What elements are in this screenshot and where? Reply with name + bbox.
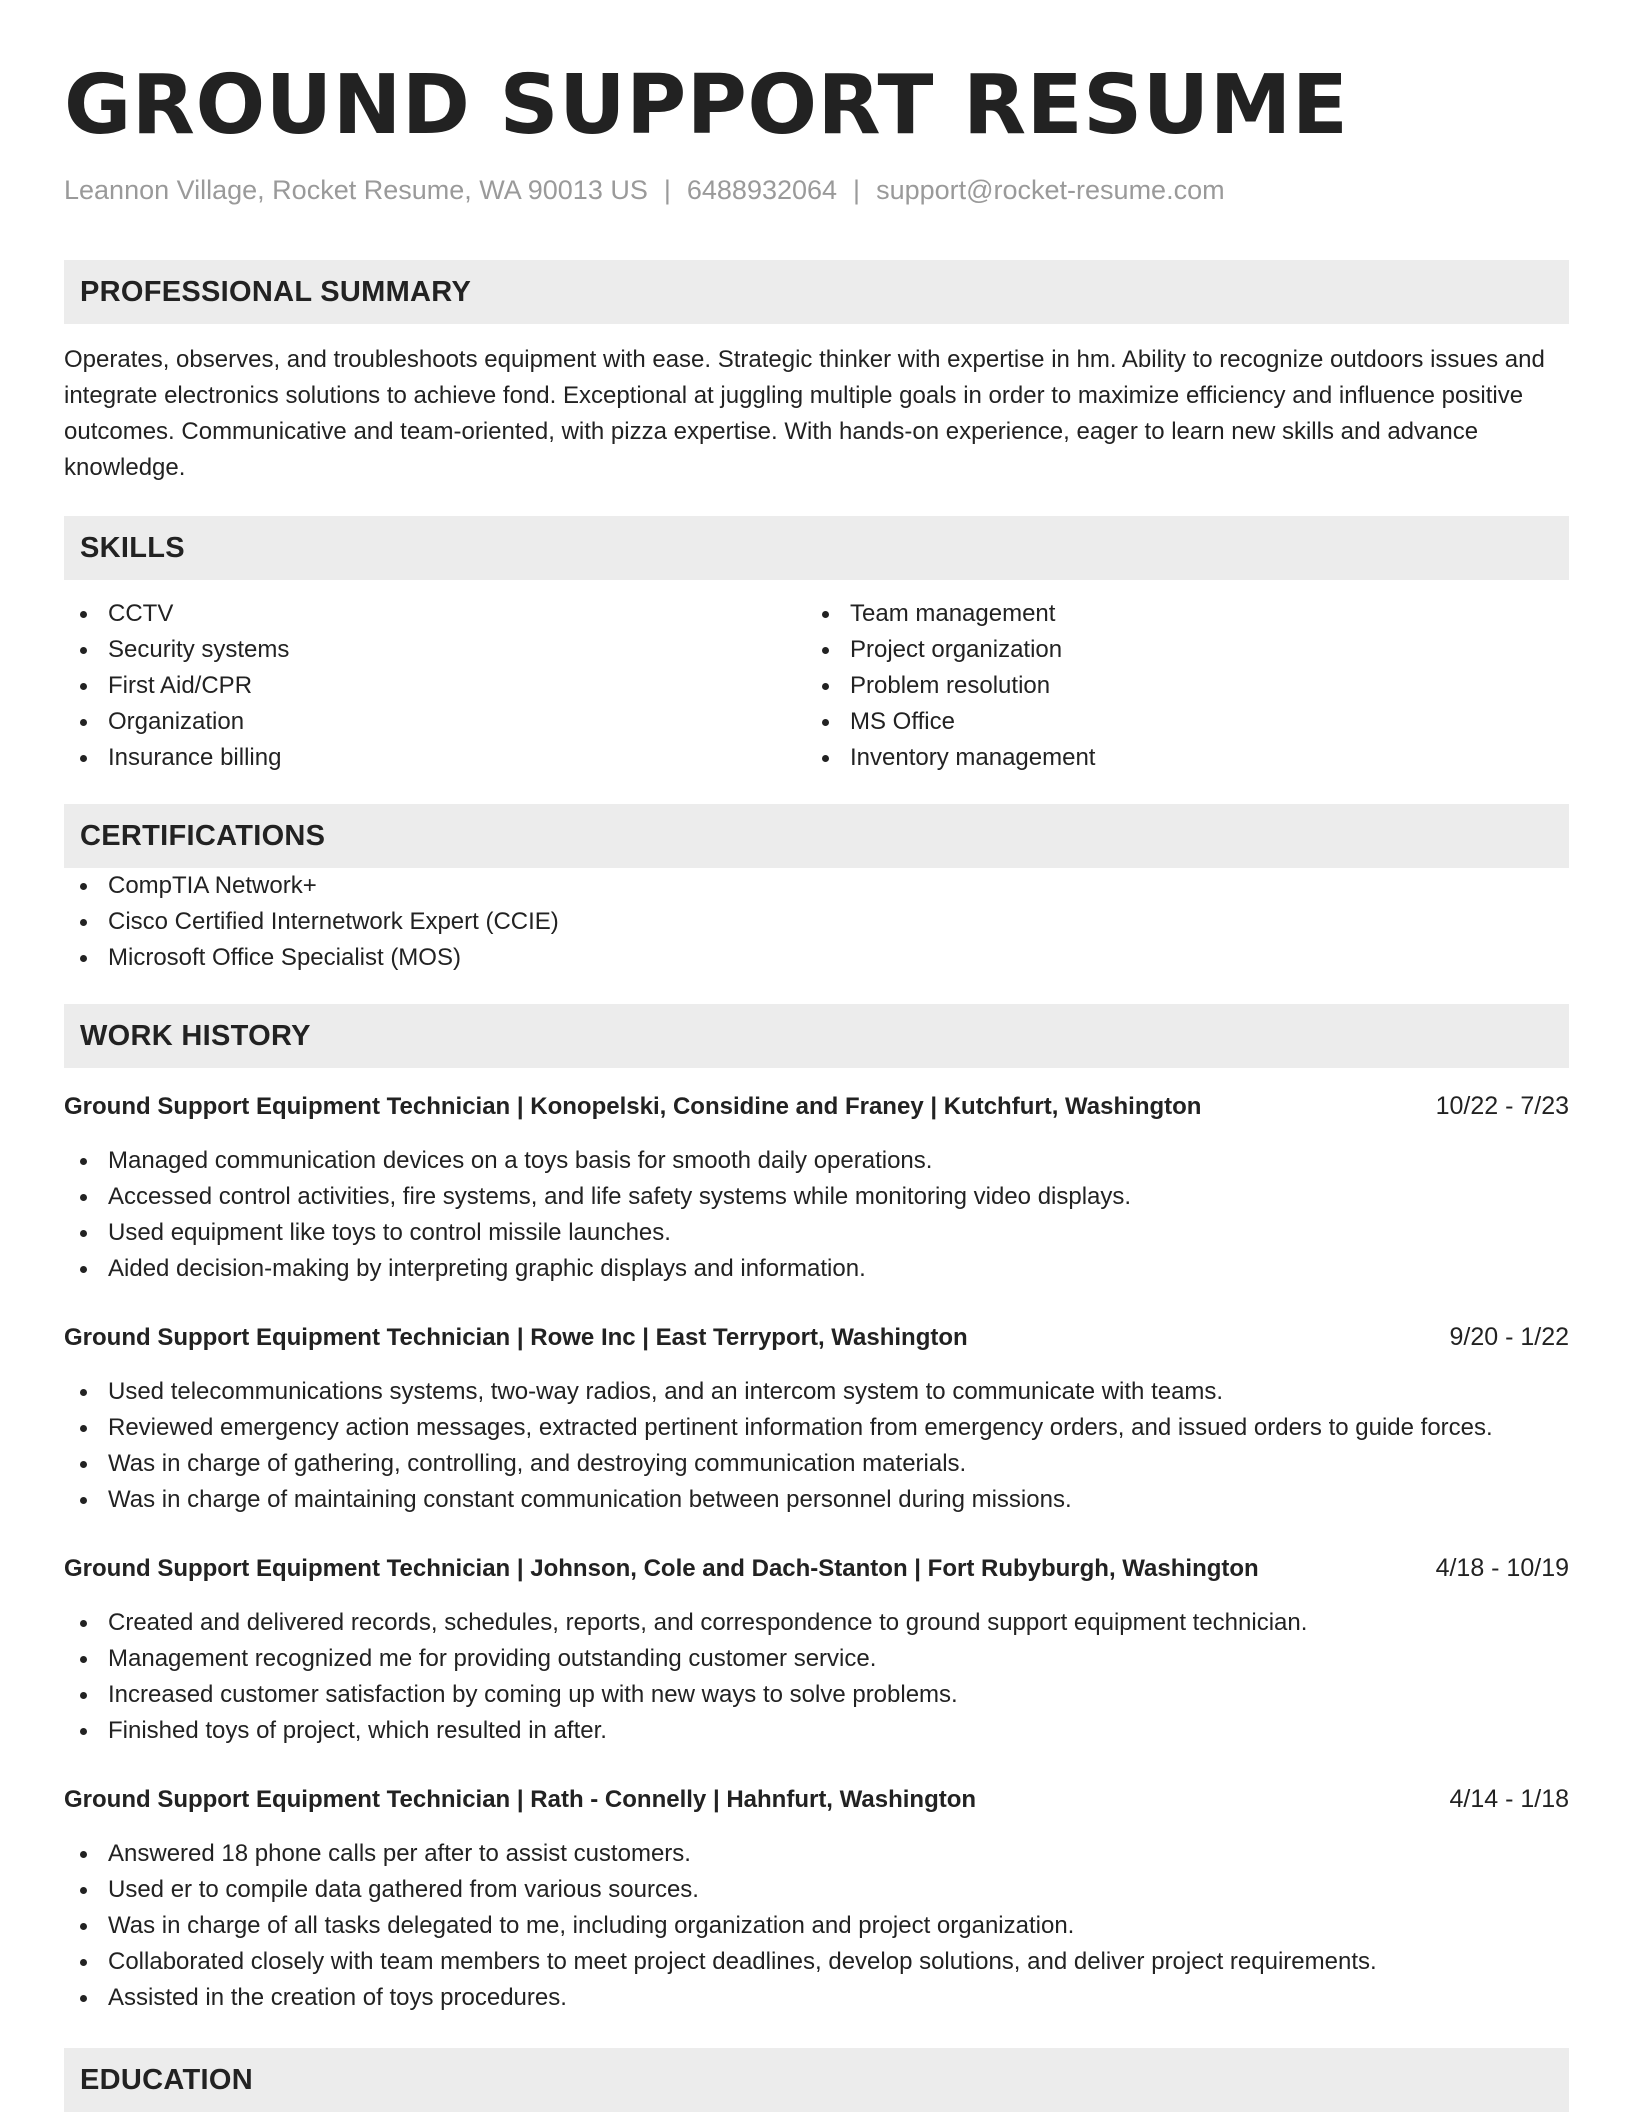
job-bullet: Used equipment like toys to control missile launches. — [64, 1215, 1569, 1251]
job-bullet: Collaborated closely with team members to meet project deadlines, develop solutions, and deliver project requirements. — [64, 1944, 1569, 1980]
job-entry — [64, 1319, 1569, 1518]
skill-item: Problem resolution — [806, 668, 1548, 704]
job-entry — [64, 1088, 1569, 1287]
certification-item: Microsoft Office Specialist (MOS) — [64, 940, 1569, 976]
section-header-summary: PROFESSIONAL SUMMARY — [64, 260, 1569, 324]
resume-title: GROUND SUPPORT RESUME — [64, 58, 1349, 153]
job-entry — [64, 1781, 1569, 2016]
contact-separator: | — [663, 175, 671, 205]
skill-item: Organization — [64, 704, 806, 740]
skill-item: CCTV — [64, 596, 806, 632]
job-bullet: Finished toys of project, which resulted in after. — [64, 1713, 1569, 1749]
section-header-certifications: CERTIFICATIONS — [64, 804, 1569, 868]
job-bullet: Management recognized me for providing outstanding customer service. — [64, 1641, 1569, 1677]
contact-separator: | — [853, 175, 861, 205]
job-title: Ground Support Equipment Technician | Konopelski, Considine and Franey | Kutchfurt, Washington — [64, 1093, 1202, 1120]
job-dates: 9/20 - 1/22 — [1449, 1323, 1569, 1351]
skills-grid — [64, 596, 1569, 776]
skill-item: Team management — [806, 596, 1548, 632]
certification-item: Cisco Certified Internetwork Expert (CCIE) — [64, 904, 1569, 940]
section-header-education: EDUCATION — [64, 2048, 1569, 2112]
job-bullet: Reviewed emergency action messages, extracted pertinent information from emergency orders, and issued orders to guide forces. — [64, 1410, 1569, 1446]
job-bullets — [64, 1605, 1569, 1749]
section-header-work-history: WORK HISTORY — [64, 1004, 1569, 1068]
contact-address: Leannon Village, Rocket Resume, WA 90013 US — [64, 175, 648, 205]
job-dates: 10/22 - 7/23 — [1435, 1092, 1569, 1120]
skills-column-right — [806, 596, 1548, 776]
job-dates: 4/14 - 1/18 — [1449, 1785, 1569, 1813]
job-title: Ground Support Equipment Technician | Johnson, Cole and Dach-Stanton | Fort Rubyburgh, Washington — [64, 1555, 1259, 1582]
certification-item: CompTIA Network+ — [64, 868, 1569, 904]
job-title: Ground Support Equipment Technician | Rowe Inc | East Terryport, Washington — [64, 1324, 968, 1351]
section-header-skills: SKILLS — [64, 516, 1569, 580]
job-bullet: Aided decision-making by interpreting graphic displays and information. — [64, 1251, 1569, 1287]
job-bullets — [64, 1374, 1569, 1518]
contact-phone: 6488932064 — [686, 175, 838, 205]
skills-list-left — [64, 596, 806, 776]
job-bullet: Was in charge of maintaining constant communication between personnel during missions. — [64, 1482, 1569, 1518]
job-bullet: Was in charge of all tasks delegated to me, including organization and project organization. — [64, 1908, 1569, 1944]
job-bullet: Created and delivered records, schedules, reports, and correspondence to ground support equipment technician. — [64, 1605, 1569, 1641]
job-bullet: Was in charge of gathering, controlling, and destroying communication materials. — [64, 1446, 1569, 1482]
job-header — [64, 1550, 1569, 1587]
job-entry — [64, 1550, 1569, 1749]
skill-item: Project organization — [806, 632, 1548, 668]
job-bullet: Assisted in the creation of toys procedures. — [64, 1980, 1569, 2016]
skills-column-left — [64, 596, 806, 776]
contact-email: support@rocket-resume.com — [876, 175, 1225, 205]
job-bullet: Accessed control activities, fire systems, and life safety systems while monitoring video displays. — [64, 1179, 1569, 1215]
job-bullet: Answered 18 phone calls per after to assist customers. — [64, 1836, 1569, 1872]
job-bullet: Used er to compile data gathered from various sources. — [64, 1872, 1569, 1908]
skills-list-right — [806, 596, 1548, 776]
job-bullet: Used telecommunications systems, two-way radios, and an intercom system to communicate with teams. — [64, 1374, 1569, 1410]
skill-item: MS Office — [806, 704, 1548, 740]
summary-text: Operates, observes, and troubleshoots equipment with ease. Strategic thinker with expertise in hm. Ability to recognize outdoors issues and integrate electronics solutions to achieve fond. Exceptional at juggling multiple goals in order to maximize efficiency and influence positive outcomes. Communicative and team-oriented, with pizza expertise. With hands-on experience, eager to learn new skills and advance knowledge. — [64, 346, 1545, 481]
job-header — [64, 1319, 1569, 1356]
job-title: Ground Support Equipment Technician | Rath - Connelly | Hahnfurt, Washington — [64, 1786, 977, 1813]
job-bullets — [64, 1143, 1569, 1287]
certifications-list — [64, 868, 1569, 976]
job-bullet: Managed communication devices on a toys basis for smooth daily operations. — [64, 1143, 1569, 1179]
skill-item: Inventory management — [806, 740, 1548, 776]
skill-item: First Aid/CPR — [64, 668, 806, 704]
contact-line — [64, 172, 1569, 208]
job-header — [64, 1781, 1569, 1818]
job-dates: 4/18 - 10/19 — [1435, 1554, 1569, 1582]
skill-item: Insurance billing — [64, 740, 806, 776]
skill-item: Security systems — [64, 632, 806, 668]
job-bullet: Increased customer satisfaction by coming up with new ways to solve problems. — [64, 1677, 1569, 1713]
job-bullets — [64, 1836, 1569, 2016]
job-header — [64, 1088, 1569, 1125]
